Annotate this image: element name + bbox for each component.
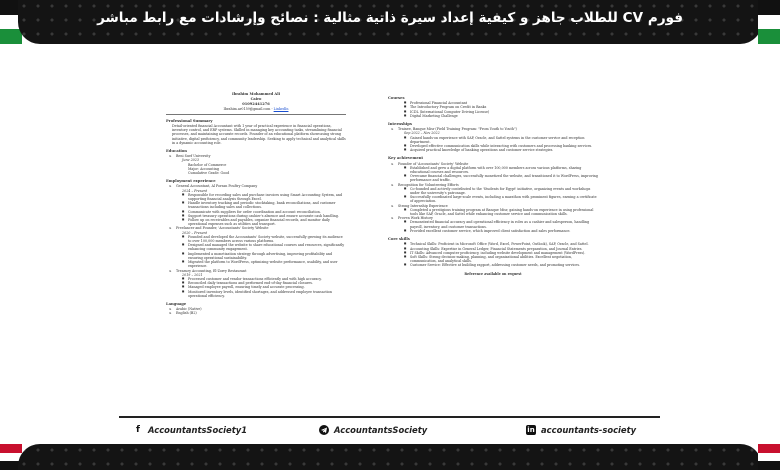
job-point: ■ Responsible for recording sales and purchase invoices using Smart Accounting System, and supporting financial analysis through Excel. bbox=[166, 193, 346, 201]
internship-date: Sep 2022 – Nov 2022 bbox=[404, 131, 440, 136]
skill-item: ■ Customer Service: Effective at building rapport, addressing customer needs, and promoting services. bbox=[388, 263, 598, 267]
telegram-icon bbox=[319, 425, 329, 435]
achievements-heading: Key achievement bbox=[388, 156, 424, 161]
resume-email[interactable]: Ibrahim.ar0159@gmail.com bbox=[223, 107, 271, 111]
experience-heading: Employment experience bbox=[166, 179, 216, 184]
achievement-point: ■ Overcame financial challenges, successfully monetized the website, and transitioned it to WordPress, improving performance and traffic. bbox=[388, 174, 598, 182]
facebook-link[interactable] bbox=[133, 425, 247, 435]
achievement-title: ➤ Founder of 'Accountants' Society' Website bbox=[388, 162, 598, 166]
skill-item: ■ Soft Skills: Strong decision-making, planning, and organizational abilities. Excellent negotiation, communication, and analytical skills. bbox=[388, 255, 598, 263]
skill-item: ■ Accounting Skills: Expertise in General Ledger, Financial Statements preparation, and Journal Entries. bbox=[388, 247, 598, 251]
resume-right-column bbox=[388, 92, 598, 276]
resume-contact bbox=[166, 107, 346, 111]
courses-heading: Courses bbox=[388, 96, 405, 100]
linkedin-link-footer[interactable] bbox=[526, 425, 636, 435]
job-point: ■ Founded and developed the Accountants' Society website, successfully growing its audience to over 100,000 members across various platforms. bbox=[166, 235, 346, 243]
skills-heading: Core skills bbox=[388, 237, 410, 242]
education-grade: Cumulative Grade: Good bbox=[188, 171, 230, 176]
telegram-link[interactable] bbox=[319, 425, 427, 435]
course-item: ■ Professional Financial Accountant bbox=[388, 101, 598, 105]
summary-heading: Professional Summary bbox=[166, 118, 213, 123]
skill-item: ■ IT Skills: Advanced computer proficiency, including website development and management (WordPress). bbox=[388, 251, 598, 255]
social-footer bbox=[119, 422, 660, 440]
linkedin-icon: in bbox=[527, 426, 535, 434]
education-date: June 2023 bbox=[182, 158, 199, 163]
resume-document bbox=[160, 92, 620, 422]
job-title: ➤ General Accountant, Al Forsan Poultry Company bbox=[166, 184, 346, 188]
job-date: 2020 – Present bbox=[182, 230, 207, 235]
job-point: ■ Monitored inventory levels, identified shortages, and addressed employee transaction operational efficiency. bbox=[166, 290, 346, 298]
language-item: ➤ English (B2) bbox=[166, 311, 346, 315]
achievement-point: ■ Co-founded and actively contributed to the 'Students for Egypt' initiative, organizing events and workshops under the university's patronage. bbox=[388, 187, 598, 195]
course-item: ■ Digital Marketing Challenge bbox=[388, 114, 598, 118]
link-separator: - bbox=[270, 107, 274, 111]
divider bbox=[166, 114, 346, 115]
resume-name: Ibrahim Mohammed Ali bbox=[232, 92, 280, 96]
achievement-point: ■ Established and grew a digital platform with over 100,000 members across various platforms, sharing educational courses and resources. bbox=[388, 166, 598, 174]
job-point: ■ Handle inventory tracking and periodic stocktaking, bank reconciliations, and customer transactions including sales and collections. bbox=[166, 201, 346, 209]
banner-title: فورم CV للطلاب جاهز و كيفية إعداد سيرة ذاتية مثالية : نصائح وإرشادات مع رابط مباشر bbox=[97, 10, 683, 26]
summary-text: Detail-oriented financial Accountant with 1 year of practical experience in financial operations, inventory control, and ERP systems. Skilled in managing key accounting tasks, streamlining financial processes, and maintaining accurate records. Founder of an educational platform showcasing strong initiative, digital proficiency, and community leadership. Seeking to apply technical and analytical skills in a dynamic accounting role. bbox=[172, 124, 346, 145]
course-item: ■ The Introductory Program on Credit in Banks bbox=[388, 105, 598, 109]
job-point: ■ Communicate with suppliers for order coordination and account reconciliation. bbox=[166, 210, 346, 214]
achievement-title: ➤ Proven Work History bbox=[388, 216, 598, 220]
telegram-handle: AccountantsSociety bbox=[334, 425, 428, 435]
achievement-point: ■ Demonstrated financial accuracy and operational efficiency in roles as a cashier and salesperson, handling payroll, inventory, and customer transactions. bbox=[388, 220, 598, 228]
education-school: ➤ Beni Suef University bbox=[166, 154, 346, 158]
internship-title: ➤ Trainee, Banque Misr (Field Training Program: "From Youth to Youth") bbox=[388, 127, 598, 131]
achievement-title: ➤ Strong Internship Experience bbox=[388, 204, 598, 208]
internship-point: ■ Developed effective communication skills while interacting with customers and processing banking services. bbox=[388, 144, 598, 148]
job-point: ■ Reconciled daily transactions and performed end-of-day financial closures. bbox=[166, 281, 346, 285]
education-degree: Bachelor of Commerce bbox=[188, 162, 227, 167]
job-title: ➤ Freelancer and Founder, 'Accountants' Society Website bbox=[166, 226, 346, 230]
job-point: ■ Migrated the platform to WordPress, optimizing website performance, usability, and user experience. bbox=[166, 260, 346, 268]
top-banner bbox=[18, 0, 762, 44]
job-date: 2024 – Present bbox=[182, 188, 207, 193]
facebook-handle: AccountantsSociety1 bbox=[148, 425, 248, 435]
job-point: ■ Processed customer and vendor transactions efficiently and with high accuracy. bbox=[166, 277, 346, 281]
skill-item: ■ Technical Skills: Proficient in Microsoft Office (Word, Excel, PowerPoint, Outlook), SAP, Oracle, and Sattel. bbox=[388, 242, 598, 246]
resume-phone: 01092441276 bbox=[242, 102, 270, 106]
job-point: ■ Designed and managed the website to share educational courses and resources, significantly enhancing community engagement. bbox=[166, 243, 346, 251]
footer-divider bbox=[119, 416, 660, 418]
facebook-icon: f bbox=[133, 425, 143, 435]
job-point: ■ Implemented a monetization strategy through advertising, improving profitability and ensuring operational sustainability. bbox=[166, 252, 346, 260]
linkedin-handle: accountants-society bbox=[541, 425, 637, 435]
job-point: ■ Managed employee payroll, ensuring timely and accurate processing. bbox=[166, 285, 346, 289]
flag-right bbox=[758, 0, 780, 44]
job-point: ■ Support treasury operations during cashier's absence and ensure accurate cash handling. bbox=[166, 214, 346, 218]
internship-point: ■ Acquired practical knowledge of banking operations and customer service strategies. bbox=[388, 148, 598, 152]
resume-left-column bbox=[166, 92, 346, 316]
job-date: 2019 – 2021 bbox=[182, 272, 203, 277]
internship-point: ■ Gained hands-on experience with SAP, Oracle, and Sattel systems in the customer service and reception department. bbox=[388, 136, 598, 144]
job-title: ➤ Treasury Accounting, El-Zorry Restaurant bbox=[166, 269, 346, 273]
achievement-point: ■ Successfully coordinated large-scale events, including a marathon with prominent figures, earning a certificate of appreciation. bbox=[388, 195, 598, 203]
education-major: Major: Accounting bbox=[188, 166, 220, 171]
flag-bottom-right bbox=[758, 444, 780, 470]
references-note: Reference available on request bbox=[464, 271, 522, 276]
banner-pattern bbox=[18, 444, 762, 470]
bottom-banner bbox=[18, 444, 762, 470]
language-heading: Language bbox=[166, 301, 187, 306]
resume-city: Cairo bbox=[250, 97, 262, 101]
language-item: ➤ Arabic (Native) bbox=[166, 307, 346, 311]
course-item: ■ ICDL (International Computer Driving License) bbox=[388, 110, 598, 114]
education-heading: Education bbox=[166, 149, 187, 154]
internships-heading: Internships bbox=[388, 122, 412, 127]
achievement-point: ■ Completed a prestigious training program at Banque Misr, gaining hands-on experience in using professional tools like SAP, Oracle, and Sattel while enhancing customer service and communication skills. bbox=[388, 208, 598, 216]
job-point: ■ Follow up on receivables and payables, organize financial records, and monitor daily operational expenses such as utilities and transport. bbox=[166, 218, 346, 226]
achievement-title: ➤ Recognition for Volunteering Efforts bbox=[388, 183, 598, 187]
linkedin-link[interactable]: LinkedIn bbox=[273, 107, 289, 111]
achievement-point: ■ Provided excellent customer service, which improved client satisfaction and sales performance. bbox=[388, 229, 598, 233]
